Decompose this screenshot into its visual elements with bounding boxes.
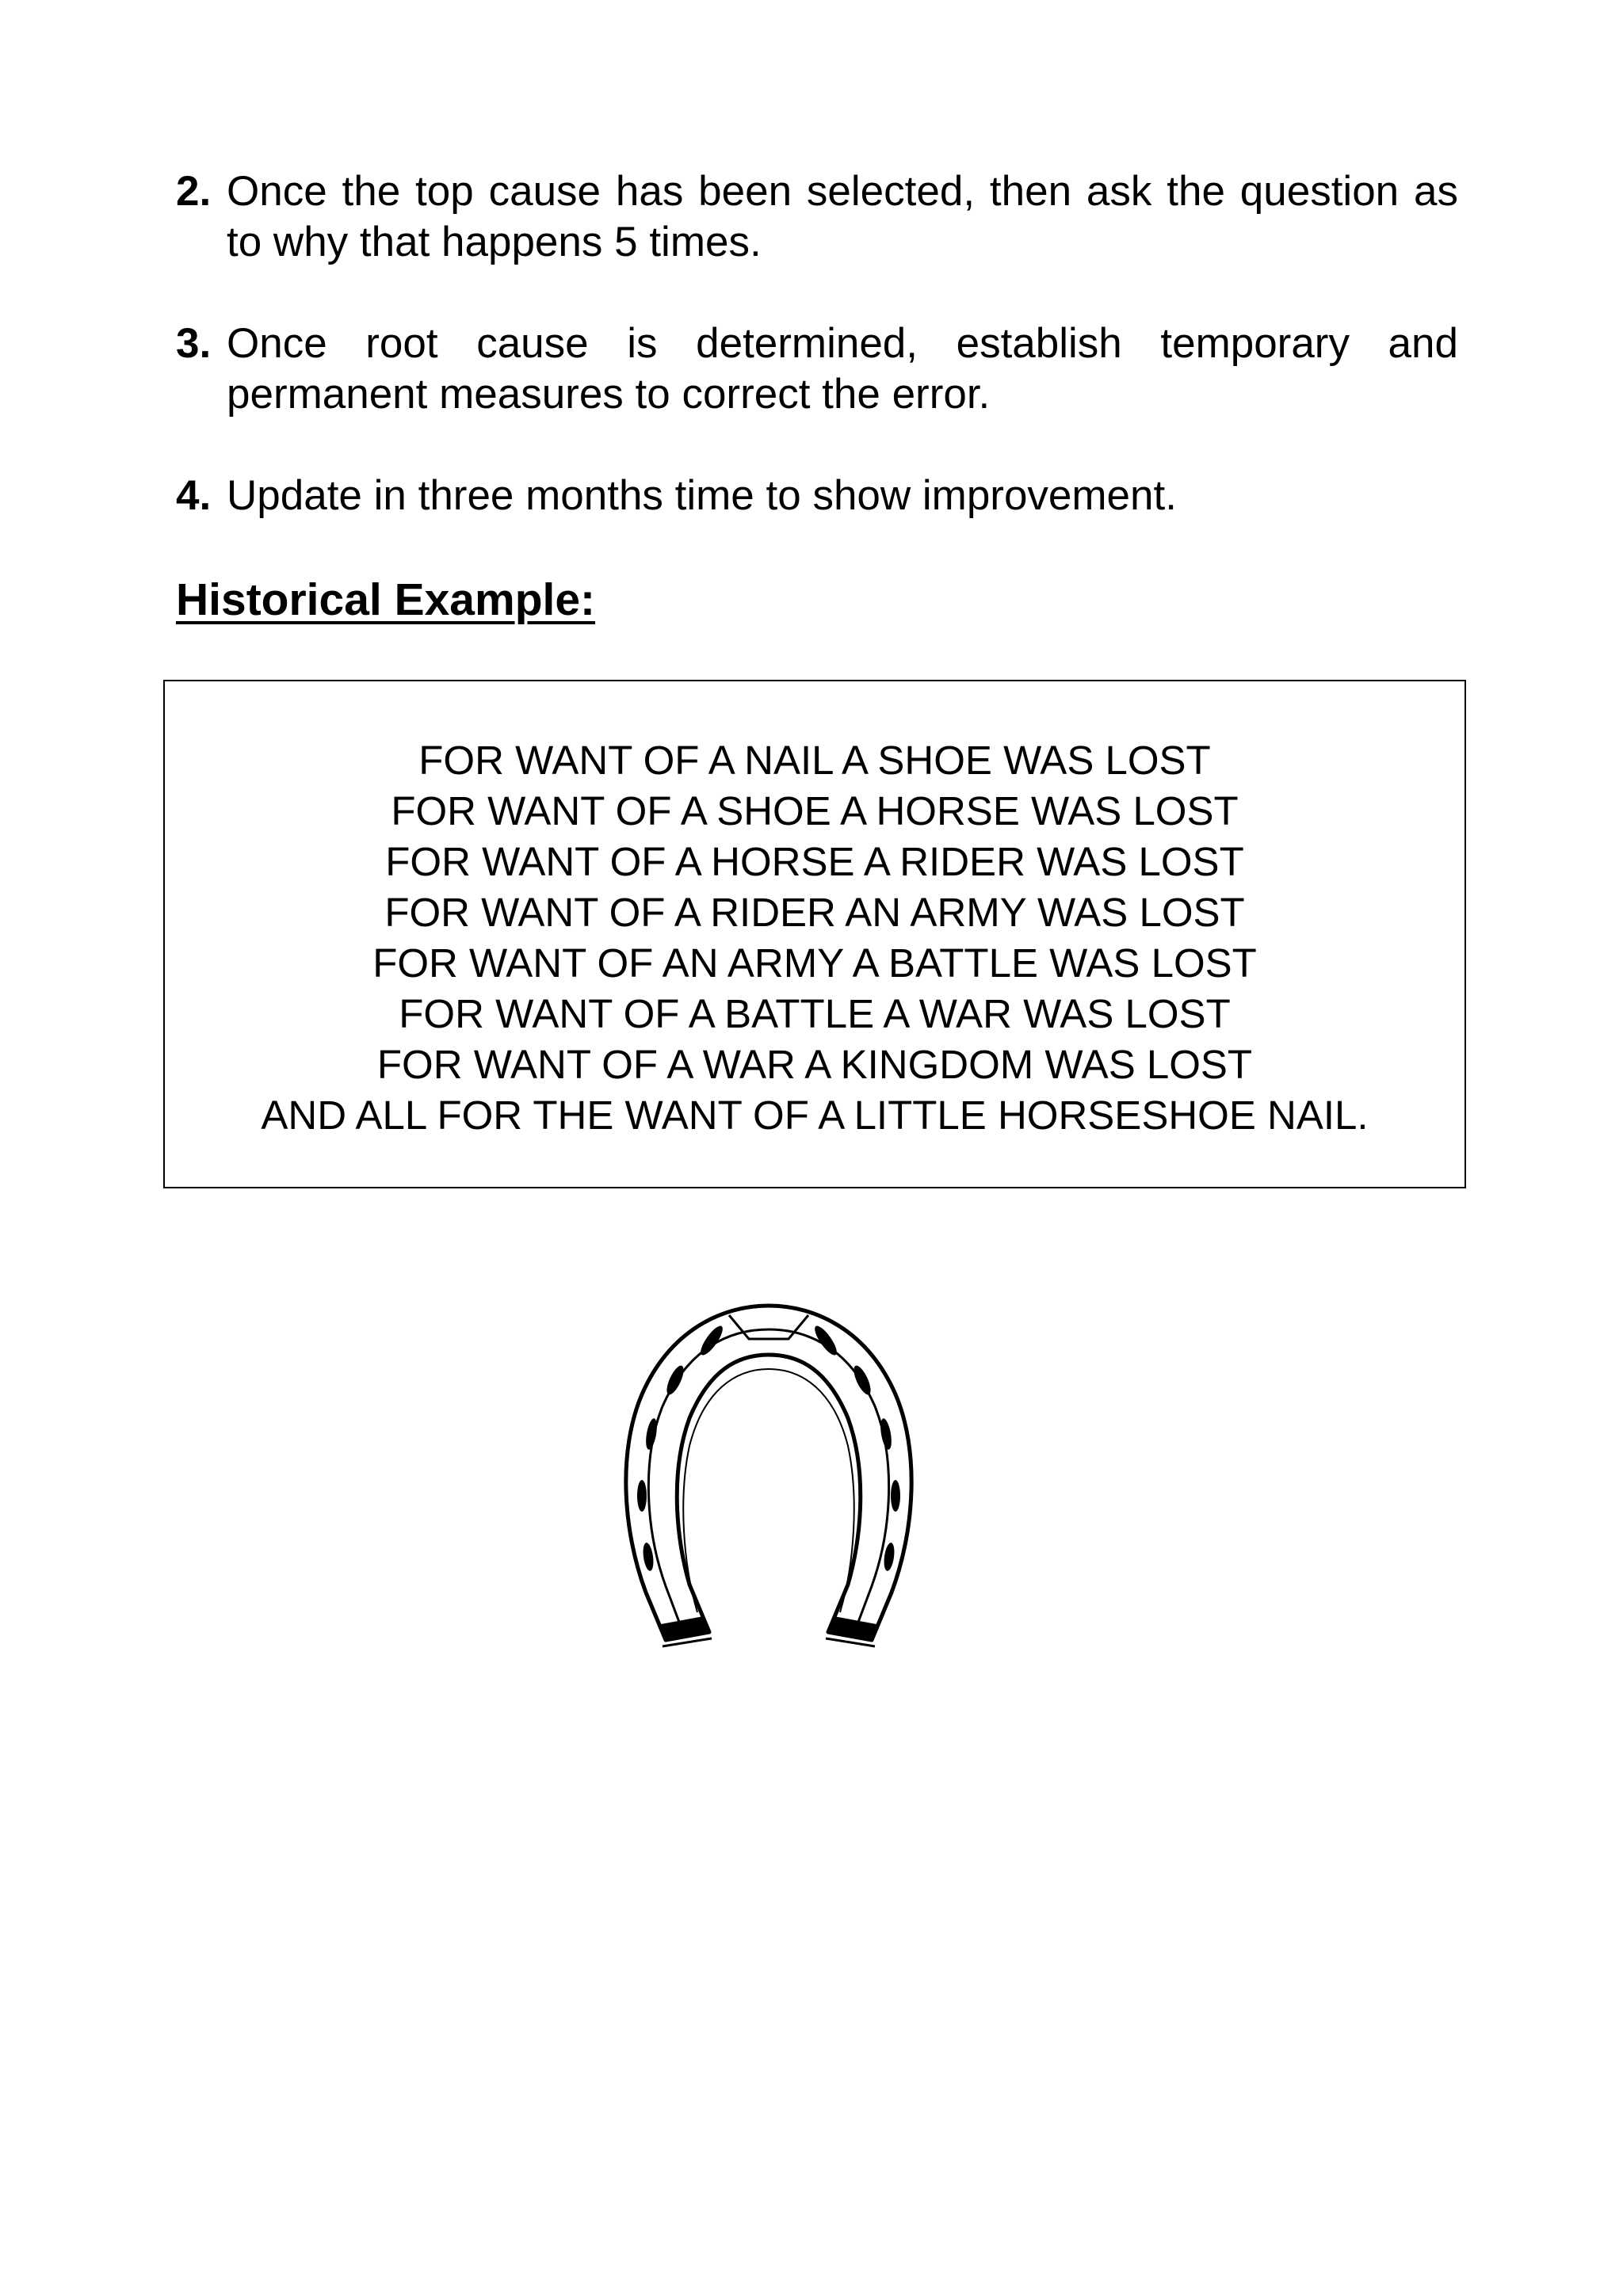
verse-line: FOR WANT OF A HORSE A RIDER WAS LOST bbox=[385, 839, 1244, 884]
verse-line: AND ALL FOR THE WANT OF A LITTLE HORSESHOE NAIL. bbox=[261, 1093, 1369, 1138]
step-text: Update in three months time to show improvement. bbox=[227, 472, 1177, 519]
step-item bbox=[176, 166, 1458, 268]
verse-box bbox=[163, 680, 1466, 1188]
verse-lines bbox=[165, 735, 1465, 1141]
step-text: Once root cause is determined, establish temporary and permanent measures to correct the error. bbox=[227, 320, 1458, 418]
verse-line: FOR WANT OF A WAR A KINGDOM WAS LOST bbox=[376, 1042, 1253, 1087]
verse-line: FOR WANT OF AN ARMY A BATTLE WAS LOST bbox=[372, 940, 1257, 986]
step-item bbox=[176, 471, 1458, 521]
step-number: 3. bbox=[176, 320, 212, 367]
step-item bbox=[176, 318, 1458, 420]
section-heading: Historical Example: bbox=[176, 574, 596, 625]
verse-line: FOR WANT OF A SHOE A HORSE WAS LOST bbox=[391, 788, 1239, 833]
step-text: Once the top cause has been selected, then ask the question as to why that happens 5 times. bbox=[227, 168, 1458, 265]
verse-line: FOR WANT OF A RIDER AN ARMY WAS LOST bbox=[384, 890, 1245, 935]
horseshoe-icon bbox=[610, 1291, 927, 1664]
numbered-steps bbox=[176, 166, 1458, 572]
verse-line: FOR WANT OF A BATTLE A WAR WAS LOST bbox=[399, 991, 1231, 1036]
step-number: 2. bbox=[176, 168, 212, 215]
step-number: 4. bbox=[176, 472, 212, 519]
verse-line: FOR WANT OF A NAIL A SHOE WAS LOST bbox=[418, 738, 1211, 783]
